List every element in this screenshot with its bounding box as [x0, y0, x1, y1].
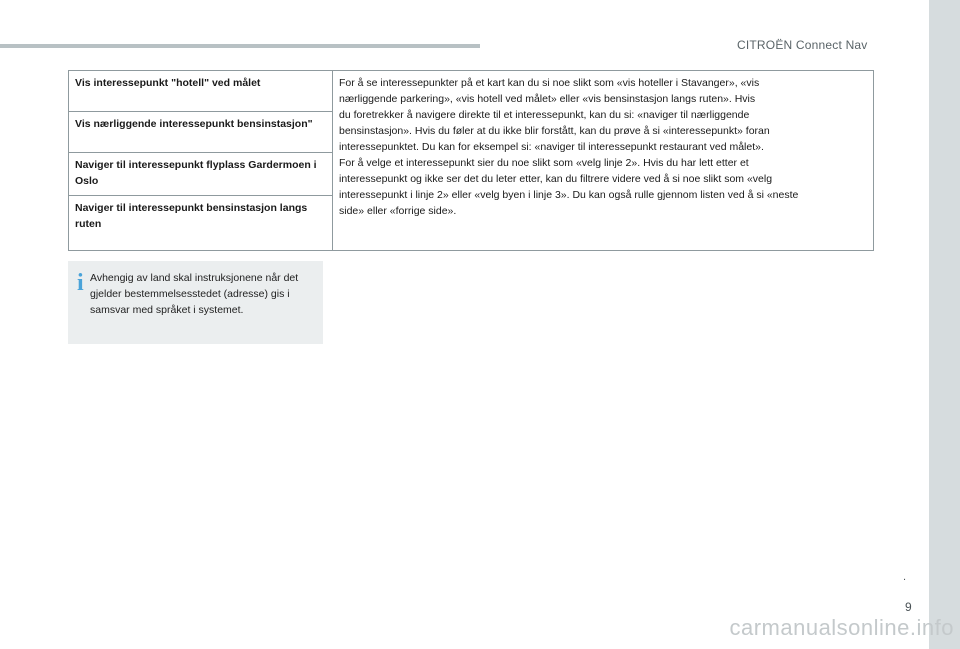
command-cell: Naviger til interessepunkt bensinstasjon langs ruten — [69, 196, 333, 251]
page-marker-dot: . — [903, 571, 907, 583]
description-line: For å se interessepunkter på et kart kan du si noe slikt som «vis hoteller i Stavanger», «vis — [339, 77, 760, 89]
description-line: nærliggende parkering», «vis hotell ved målet» eller «vis bensinstasjon langs ruten». Hvis — [339, 93, 756, 105]
description-line: bensinstasjon». Hvis du føler at du ikke blir forstått, kan du prøve å si «interessepunkt» foran — [339, 125, 770, 137]
description-line: side» eller «forrige side». — [339, 205, 457, 217]
page-header-title: CITROËN Connect Nav — [737, 38, 868, 52]
table-row — [69, 71, 874, 112]
description-line: For å velge et interessepunkt sier du noe slikt som «velg linje 2». Hvis du har lett etter et — [339, 157, 749, 169]
info-note-box — [68, 261, 323, 344]
header-rule — [0, 44, 480, 48]
info-icon: i — [77, 270, 84, 296]
description-line: du foretrekker å navigere direkte til et interessepunkt, kan du si: «naviger til nærliggende — [339, 109, 750, 121]
description-line: interessepunktet. Du kan for eksempel si: «naviger til interessepunkt restaurant ved målet». — [339, 141, 764, 153]
page-number: 9 — [905, 600, 912, 614]
command-cell: Vis nærliggende interessepunkt bensinstasjon" — [69, 112, 333, 153]
voice-command-table — [68, 70, 874, 251]
watermark: carmanualsonline.info — [729, 615, 954, 640]
description-line: interessepunkt i linje 2» eller «velg byen i linje 3». Du kan også rulle gjennom listen ved å si «neste — [339, 189, 799, 201]
description-line: interessepunkt og ikke ser det du leter etter, kan du filtrere videre ved å si noe slikt som «velg — [339, 173, 773, 185]
description-cell — [333, 71, 874, 251]
command-cell: Vis interessepunkt "hotell" ved målet — [69, 71, 333, 112]
side-margin-strip — [929, 0, 960, 649]
command-cell: Naviger til interessepunkt flyplass Gardermoen i Oslo — [69, 153, 333, 196]
info-note-text: Avhengig av land skal instruksjonene når det gjelder bestemmelsesstedet (adresse) gis i samsvar med språket i systemet. — [90, 272, 299, 316]
